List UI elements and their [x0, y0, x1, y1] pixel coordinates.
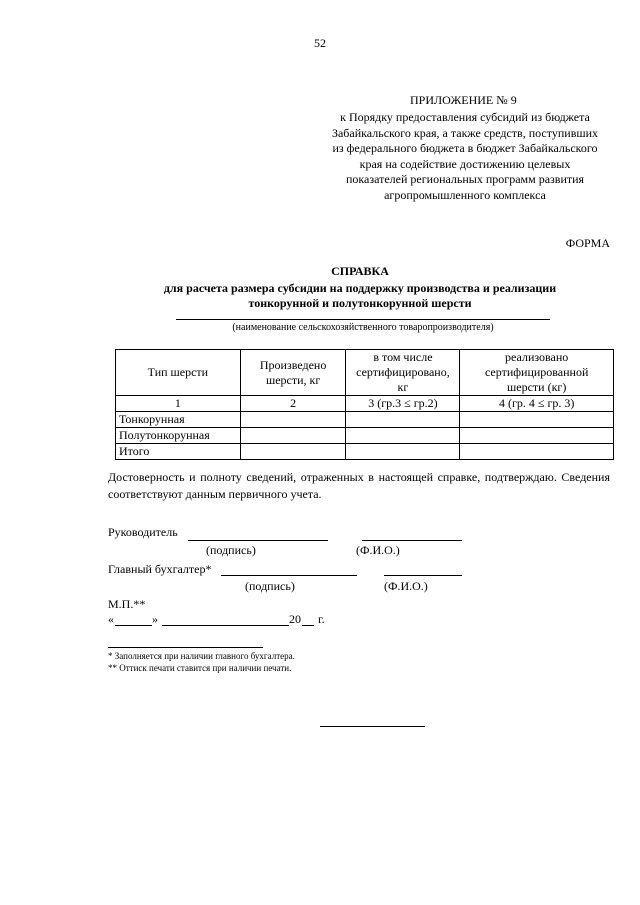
date-month-line[interactable] [162, 625, 289, 626]
appendix-line: Забайкальского края, а также средств, поступивших [331, 125, 599, 140]
footnote: * Заполняется при наличии главного бухгалтера. [108, 651, 295, 661]
table-cell[interactable] [346, 444, 460, 460]
header-sold: реализовано сертифицированной шерсти (кг) [460, 350, 614, 396]
footnote: ** Оттиск печати ставится при наличии печати. [108, 663, 292, 673]
date-close-quote: » [152, 612, 158, 626]
appendix-text [320, 110, 610, 203]
table-cell[interactable] [240, 444, 346, 460]
accountant-signature-caption: (подпись) [245, 579, 295, 593]
table-cell[interactable] [240, 412, 346, 428]
accountant-label: Главный бухгалтер* [108, 562, 212, 576]
table-header-row [116, 350, 614, 396]
table-cell[interactable] [460, 444, 614, 460]
producer-name-line[interactable] [176, 319, 550, 320]
certification-text: Достоверность и полноту сведений, отраженных в настоящей справке, подтверждаю. Сведения соответствуют данным первичного учета. [108, 470, 610, 501]
column-number: 1 [116, 396, 241, 412]
date-year-prefix: 20 [289, 612, 301, 626]
document-title: СПРАВКА [331, 264, 389, 278]
document-subtitle [110, 281, 610, 311]
row-label: Итого [116, 444, 241, 460]
head-label: Руководитель [108, 525, 178, 539]
table-cell[interactable] [346, 428, 460, 444]
table-number-row [116, 396, 614, 412]
subtitle-line: тонкорунной и полутонкорунной шерсти [248, 296, 472, 310]
table-cell[interactable] [346, 412, 460, 428]
head-signature-caption: (подпись) [206, 543, 256, 557]
appendix-title: ПРИЛОЖЕНИЕ № 9 [410, 93, 517, 107]
row-label: Полутонкорунная [116, 428, 241, 444]
head-signature-line[interactable] [188, 540, 328, 541]
table-cell[interactable] [460, 412, 614, 428]
appendix-line: к Порядку предоставления субсидий из бюджета [340, 110, 590, 124]
appendix-line: показателей региональных программ развития [345, 172, 585, 186]
accountant-signature-line[interactable] [221, 575, 357, 576]
appendix-line: из федерального бюджета в бюджет Забайкальского [332, 141, 598, 155]
table-cell[interactable] [460, 428, 614, 444]
end-of-document-line [320, 726, 425, 727]
column-number: 3 (гр.3 ≤ гр.2) [346, 396, 460, 412]
subtitle-line: для расчета размера субсидии на поддержку производства и реализации [163, 281, 557, 295]
date-year-line[interactable] [302, 625, 314, 626]
stamp-place: М.П.** [108, 597, 146, 611]
appendix-line: агропромышленного комплекса [384, 187, 546, 202]
accountant-name-caption: (Ф.И.О.) [384, 579, 428, 593]
form-label: ФОРМА [565, 236, 610, 250]
table-row [116, 428, 614, 444]
row-label: Тонкорунная [116, 412, 241, 428]
table-row [116, 444, 614, 460]
table-cell[interactable] [240, 428, 346, 444]
page-number: 52 [314, 36, 326, 50]
footnote-separator [108, 647, 263, 648]
accountant-name-line[interactable] [384, 575, 462, 576]
head-name-caption: (Ф.И.О.) [356, 543, 400, 557]
table-row [116, 412, 614, 428]
header-wool-type: Тип шерсти [116, 350, 241, 396]
column-number: 4 (гр. 4 ≤ гр. 3) [460, 396, 614, 412]
column-number: 2 [240, 396, 346, 412]
date-year-suffix: г. [318, 612, 325, 626]
producer-name-caption: (наименование сельскохозяйственного товаропроизводителя) [232, 322, 494, 333]
date-day-line[interactable] [115, 625, 152, 626]
wool-table [115, 349, 614, 460]
header-produced: Произведено шерсти, кг [240, 350, 346, 396]
head-name-line[interactable] [362, 540, 462, 541]
header-certified: в том числе сертифицировано, кг [346, 350, 460, 396]
date-open-quote: « [108, 612, 114, 626]
appendix-line: края на содействие достижению целевых [359, 156, 571, 171]
